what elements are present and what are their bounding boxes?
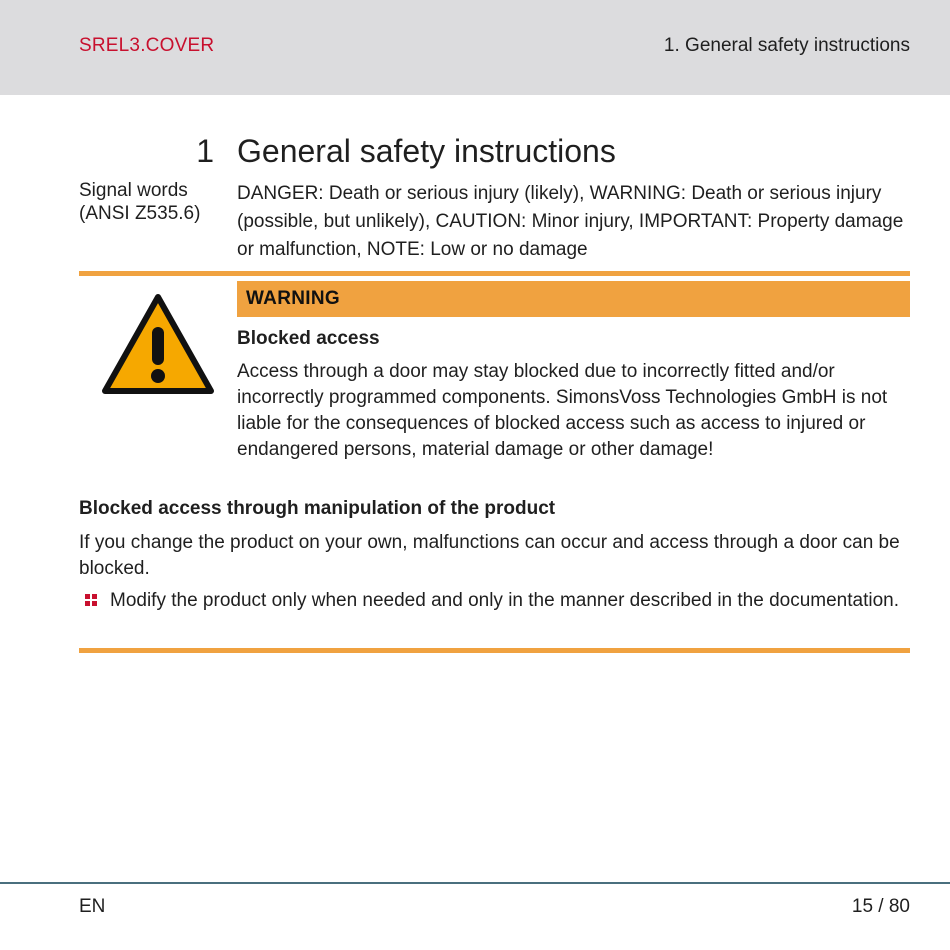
warning-banner [237, 281, 910, 317]
product-name: SREL3.COVER [79, 35, 215, 56]
manipulation-text: If you change the product on your own, malfunctions can occur and access through a door can be blocked. [79, 532, 900, 579]
section-title: 1. General safety instructions [663, 35, 910, 56]
warning-top-rule [79, 271, 910, 276]
signal-words-text: DANGER: Death or serious injury (likely), WARNING: Death or serious injury (possible, but unlikely), CAUTION: Minor injury, IMPORTANT: Property damage or malfunction, NOTE: Low or no damage [237, 183, 904, 260]
warning-heading: Blocked access [237, 328, 380, 349]
footer-language: EN [79, 896, 106, 917]
warning-label: WARNING [246, 288, 340, 309]
warning-triangle-icon [101, 293, 215, 395]
bullet-text: Modify the product only when needed and only in the manner described in the documentation. [110, 590, 900, 611]
page-number: 15 / 80 [851, 896, 910, 917]
manipulation-heading: Blocked access through manipulation of the product [79, 498, 556, 519]
warning-bottom-rule [79, 648, 910, 653]
warning-text: Access through a door may stay blocked due to incorrectly fitted and/or incorrectly programmed components. SimonsVoss Technologies GmbH is not liable for the consequences of blocked access such as access to injured or endangered persons, material damage or other damage! [237, 361, 888, 460]
chapter-number: 1 [196, 133, 214, 169]
signal-words-label: Signal words (ANSI Z535.6) [79, 180, 201, 224]
page-header [0, 0, 950, 95]
footer-divider [0, 882, 950, 884]
chapter-title: General safety instructions [237, 133, 616, 169]
bullet-icon [85, 594, 97, 606]
